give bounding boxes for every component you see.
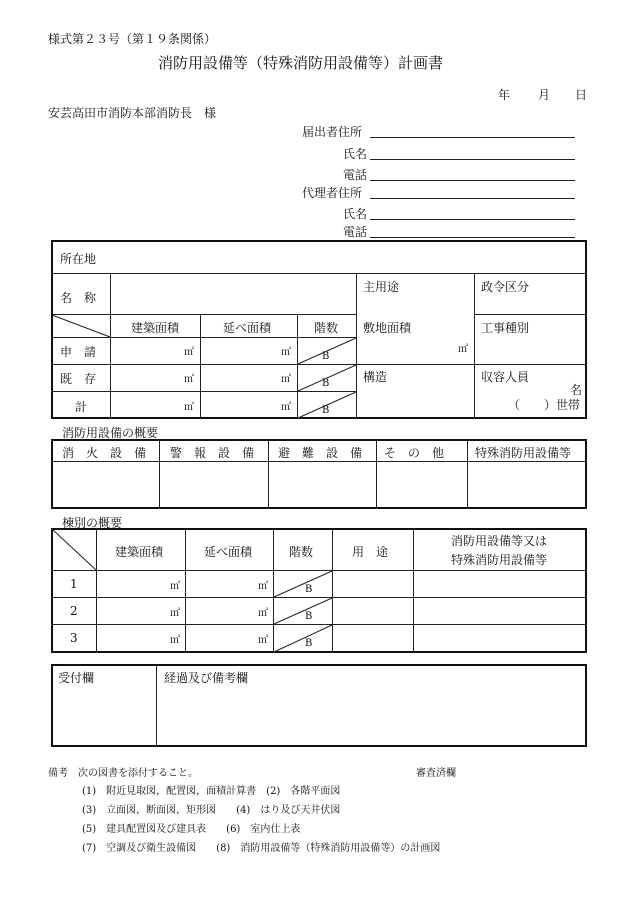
note-item-1: (1) 附近見取図，配置図，面積計算書 (2) 各階平面図 [82, 786, 341, 797]
agent-address-label: 代理者住所 [302, 186, 363, 200]
row-existing-label: 既 存 [60, 372, 97, 386]
floors-label: 階数 [314, 321, 339, 335]
date-month: 月 [538, 88, 551, 102]
header-diagonal [52, 315, 110, 337]
building-area-label: 建築面積 [131, 321, 180, 335]
building-header-diagonal [52, 529, 96, 570]
b1-floor-unit: ㎡ [258, 581, 268, 592]
apply-floor-unit: ㎡ [281, 347, 291, 358]
b1-basement: B [305, 584, 313, 595]
building-col-equipment-2: 特殊消防用設備等 [451, 553, 548, 567]
total-floor-unit: ㎡ [281, 402, 291, 413]
capacity-unit: 名 [570, 383, 583, 397]
date-year: 年 [498, 88, 511, 102]
equipment-col-extinguishing: 消 火 設 備 [62, 446, 147, 460]
agent-phone-field[interactable] [370, 237, 575, 238]
b3-floors-diagonal [274, 625, 332, 652]
b3-basement: B [305, 638, 313, 649]
apply-building-unit: ㎡ [184, 347, 194, 358]
applicant-name-label: 氏名 [343, 147, 368, 161]
building-row-2: 2 [70, 604, 78, 618]
building-row-1: 1 [70, 577, 78, 591]
total-floor-area-label: 延べ面積 [223, 321, 272, 335]
b2-area-unit: ㎡ [170, 608, 180, 619]
reception-table [51, 664, 587, 747]
basement-existing: B [322, 378, 330, 389]
construction-type-label: 工事種別 [481, 321, 530, 335]
equipment-col-special: 特殊消防用設備等 [475, 446, 572, 460]
row-apply-label: 申 請 [60, 345, 97, 359]
b2-basement: B [305, 611, 313, 622]
notes-heading: 備考 次の図書を添付すること。 [48, 768, 198, 779]
building-col-floors: 階数 [289, 545, 314, 559]
household-unit: （ ）世帯 [508, 398, 581, 412]
review-label: 審査済欄 [416, 768, 456, 779]
form-number: 様式第２３号（第１９条関係） [48, 32, 217, 46]
building-col-floor-area: 延べ面積 [204, 545, 253, 559]
page-title: 消防用設備等（特殊消防用設備等）計画書 [158, 54, 444, 72]
b2-floors-diagonal [274, 598, 332, 624]
basement-total: B [322, 405, 330, 416]
building-row-3: 3 [70, 631, 78, 645]
equipment-col-alarm: 警 報 設 備 [170, 446, 255, 460]
agent-address-field[interactable] [370, 198, 575, 199]
basement-apply: B [322, 351, 330, 362]
equipment-col-other: そ の 他 [384, 446, 445, 460]
agent-phone-label: 電話 [343, 225, 368, 239]
addressee: 安芸高田市消防本部消防長 様 [48, 106, 217, 120]
main-use-label: 主用途 [363, 280, 400, 294]
agent-name-field[interactable] [370, 219, 575, 220]
capacity-label: 収容人員 [481, 370, 530, 384]
applicant-address-label: 届出者住所 [302, 125, 363, 139]
equipment-heading: 消防用設備の概要 [62, 426, 159, 440]
applicant-address-field[interactable] [370, 137, 575, 138]
b3-floor-unit: ㎡ [258, 635, 268, 646]
b2-floor-unit: ㎡ [258, 608, 268, 619]
note-item-2: (3) 立面図，断面図，矩形図 (4) はり及び天井伏図 [82, 805, 341, 816]
b1-area-unit: ㎡ [170, 581, 180, 592]
building-heading: 棟別の概要 [62, 516, 123, 530]
b3-area-unit: ㎡ [170, 635, 180, 646]
row-total-label: 計 [75, 400, 88, 414]
applicant-name-field[interactable] [370, 159, 575, 160]
remarks-label: 経過及び備考欄 [164, 671, 249, 685]
structure-label: 構造 [363, 370, 388, 384]
note-item-3: (5) 建具配置図及び建具表 (6) 室内仕上表 [82, 824, 301, 835]
date-day: 日 [575, 88, 588, 102]
ordinance-label: 政令区分 [481, 280, 530, 294]
building-col-use: 用 途 [352, 545, 389, 559]
note-item-4: (7) 空調及び衛生設備図 (8) 消防用設備等（特殊消防用設備等）の計画図 [82, 843, 441, 854]
building-col-equipment-1: 消防用設備等又は [451, 534, 548, 548]
applicant-phone-label: 電話 [343, 168, 368, 182]
site-area-label: 敷地面積 [363, 321, 412, 335]
applicant-phone-field[interactable] [370, 180, 575, 181]
b1-floors-diagonal [274, 571, 332, 597]
existing-floor-unit: ㎡ [281, 374, 291, 385]
name-label: 名 称 [60, 291, 97, 305]
agent-name-label: 氏名 [343, 207, 368, 221]
total-building-unit: ㎡ [184, 402, 194, 413]
existing-building-unit: ㎡ [184, 374, 194, 385]
reception-label: 受付欄 [58, 671, 95, 685]
building-col-area: 建築面積 [115, 545, 164, 559]
equipment-col-evacuation: 避 難 設 備 [278, 446, 363, 460]
site-area-unit: ㎡ [458, 344, 468, 355]
location-label: 所在地 [60, 252, 97, 266]
